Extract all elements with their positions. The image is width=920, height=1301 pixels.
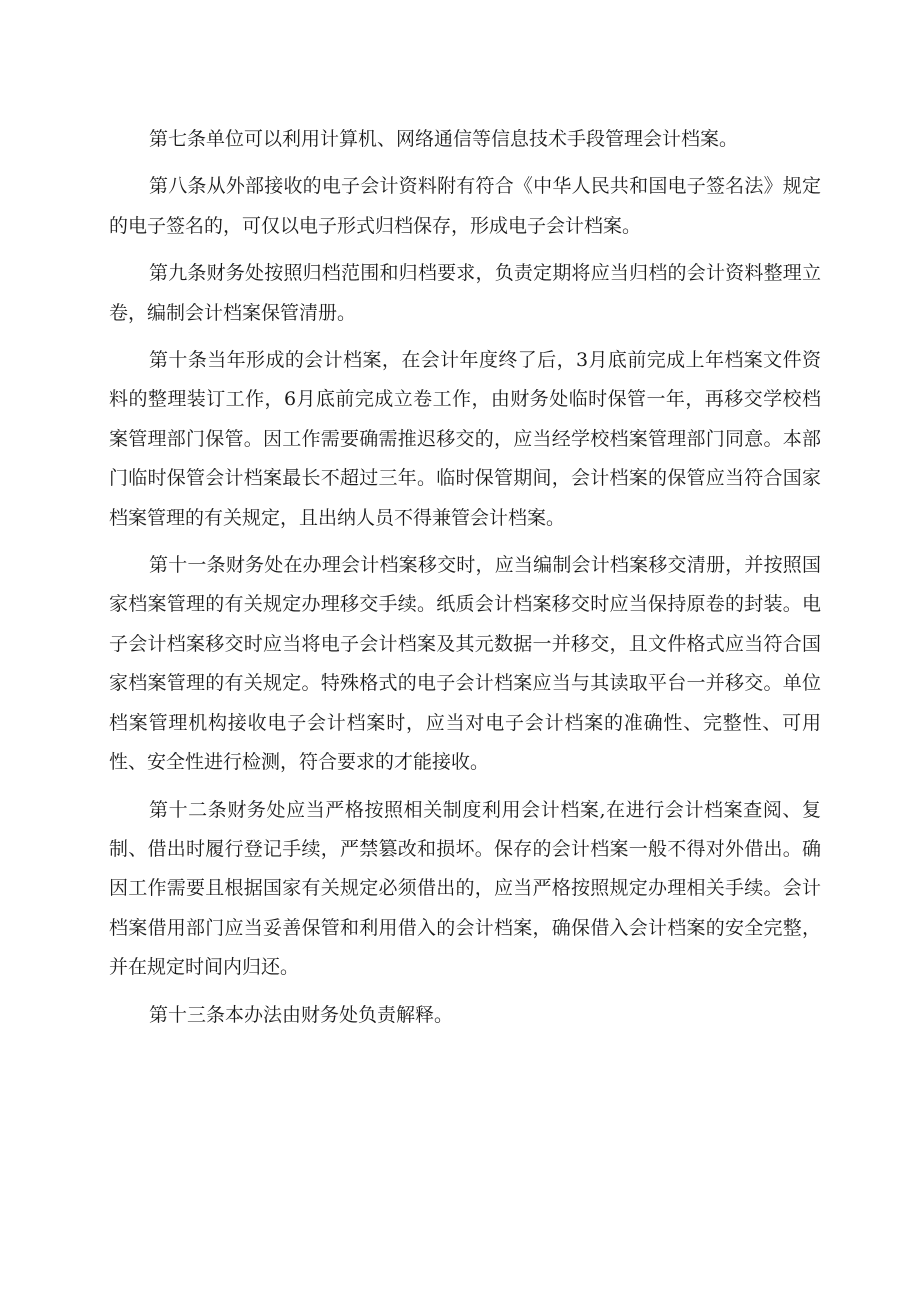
- article-13-paragraph: 第十三条本办法由财务处负责解释。: [149, 1003, 454, 1026]
- document-body: [109, 120, 821, 1043]
- article-12-paragraph: 第十二条财务处应当严格按照相关制度利用会计档案,在进行会计档案查阅、复制、借出时履行登记手续，严禁篡改和损坏。保存的会计档案一般不得对外借出。确因工作需要且根据国家有关规定必须借出的，应当严格按照规定办理相关手续。会计档案借用部门应当妥善保管和利用借入的会计档案，确保借入会计档案的安全完整，并在规定时间内归还。: [109, 798, 821, 979]
- article-9-paragraph: 第九条财务处按照归档范围和归档要求，负责定期将应当归档的会计资料整理立卷，编制会计档案保管清册。: [109, 262, 821, 324]
- article-10-paragraph: 第十条当年形成的会计档案，在会计年度终了后，3月底前完成上年档案文件资料的整理装订工作，6月底前完成立卷工作，由财务处临时保管一年，再移交学校档案管理部门保管。因工作需要确需推迟移交的，应当经学校档案管理部门同意。本部门临时保管会计档案最长不超过三年。临时保管期间，会计档案的保管应当符合国家档案管理的有关规定，且出纳人员不得兼管会计档案。: [109, 349, 821, 529]
- article-8-paragraph: 第八条从外部接收的电子会计资料附有符合《中华人民共和国电子签名法》规定的电子签名的，可仅以电子形式归档保存，形成电子会计档案。: [109, 175, 821, 237]
- article-7-paragraph: 第七条单位可以利用计算机、网络通信等信息技术手段管理会计档案。: [149, 128, 739, 150]
- article-11-paragraph: 第十一条财务处在办理会计档案移交时，应当编制会计档案移交清册，并按照国家档案管理的有关规定办理移交手续。纸质会计档案移交时应当保持原卷的封装。电子会计档案移交时应当将电子会计档案及其元数据一并移交，且文件格式应当符合国家档案管理的有关规定。特殊格式的电子会计档案应当与其读取平台一并移交。单位档案管理机构接收电子会计档案时，应当对电子会计档案的准确性、完整性、可用性、安全性进行检测，符合要求的才能接收。: [109, 554, 821, 774]
